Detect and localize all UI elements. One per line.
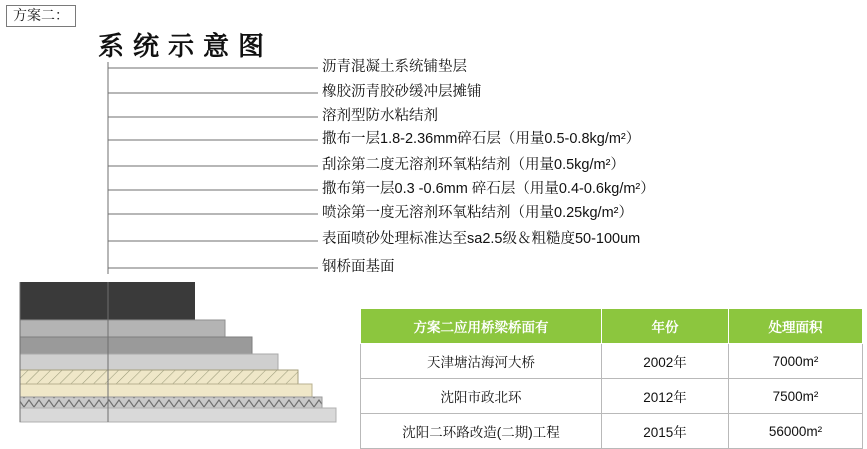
callout-label: 刮涂第二度无溶剂环氧粘结剂（用量0.5kg/m²） [322, 157, 625, 173]
table-header-cell: 年份 [602, 309, 729, 344]
stack-layer-blast-profile [20, 397, 322, 408]
table-row [361, 379, 863, 414]
scheme-badge-label: 方案二： [13, 7, 69, 23]
table-cell-year: 2002年 [602, 344, 729, 379]
table-cell-area: 56000m² [729, 414, 863, 449]
stack-layer-aggregate-2 [20, 354, 278, 370]
table-header-cell: 处理面积 [729, 309, 863, 344]
table-row [361, 414, 863, 449]
stack-layer-epoxy-2 [20, 370, 298, 384]
stack-layer-steel-deck [20, 408, 336, 422]
table-row [361, 344, 863, 379]
callout-label: 表面喷砂处理标准达至sa2.5级＆粗糙度50-100um [322, 231, 641, 247]
stack-layer-buffer [20, 320, 225, 337]
page-title: 系统示意图 [98, 31, 274, 61]
callout-label: 喷涂第一度无溶剂环氧粘结剂（用量0.25kg/m²） [322, 205, 633, 221]
stack-layer-aggregate-1 [20, 384, 312, 397]
table-header-row [361, 309, 863, 344]
table-cell-project: 天津塘沽海河大桥 [361, 344, 602, 379]
bridge-projects-table [360, 308, 863, 449]
table-cell-area: 7500m² [729, 379, 863, 414]
table-cell-project: 沈阳市政北环 [361, 379, 602, 414]
stack-layer-waterproof [20, 337, 252, 354]
layer-stack-diagram [14, 282, 344, 432]
table-cell-year: 2012年 [602, 379, 729, 414]
callout-label: 溶剂型防水粘结剂 [322, 108, 438, 124]
table-cell-area: 7000m² [729, 344, 863, 379]
table-cell-project: 沈阳二环路改造(二期)工程 [361, 414, 602, 449]
callout-label: 撒布第一层0.3 -0.6mm 碎石层（用量0.4-0.6kg/m²） [322, 181, 655, 197]
table-cell-year: 2015年 [602, 414, 729, 449]
callout-label: 橡胶沥青胶砂缓冲层摊铺 [322, 84, 482, 100]
table-header-cell: 方案二应用桥梁桥面有 [361, 309, 602, 344]
callout-label: 撒布一层1.8-2.36mm碎石层（用量0.5-0.8kg/m²） [322, 131, 641, 147]
callout-label: 钢桥面基面 [322, 259, 395, 275]
callout-label: 沥青混凝土系统铺垫层 [322, 59, 467, 75]
scheme-badge [6, 5, 76, 27]
